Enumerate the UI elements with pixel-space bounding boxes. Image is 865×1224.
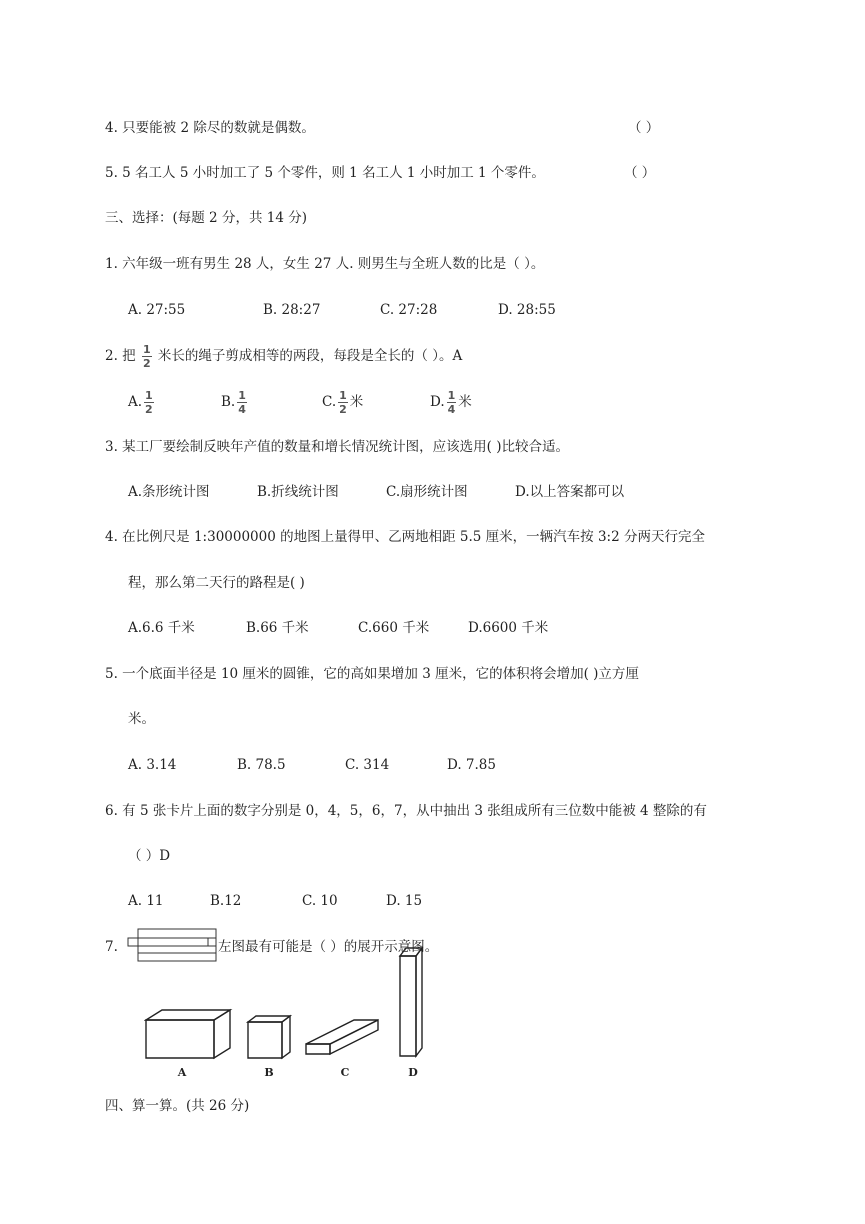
- q2-stem: [105, 344, 462, 369]
- q6-option-c[interactable]: C. 10: [302, 893, 338, 909]
- q4-option-d[interactable]: D.6600 千米: [468, 620, 549, 636]
- q2-fraction: $\frac{1}{2}$: [142, 343, 151, 370]
- q7-figure-c[interactable]: [304, 1018, 380, 1058]
- q4-option-a[interactable]: A.6.6 千米: [128, 620, 195, 636]
- q1-option-d[interactable]: D. 28:55: [498, 302, 556, 318]
- q7-figure-d[interactable]: [396, 946, 426, 1058]
- q7-figure-c-label: C: [340, 1066, 350, 1079]
- q2-option-c[interactable]: C. $\frac{1}{2}$ 米: [322, 389, 364, 416]
- q7-figure-d-label: D: [408, 1066, 418, 1079]
- judge-item-4: 4. 只要能被 2 除尽的数就是偶数。: [105, 120, 315, 136]
- q5-option-c[interactable]: C. 314: [345, 757, 390, 773]
- q7-figure-b-label: B: [264, 1066, 274, 1079]
- q6-stem-line2: （ ）D: [128, 848, 171, 864]
- q4-option-c[interactable]: C.660 千米: [358, 620, 430, 636]
- q7-figure-a-label: A: [177, 1066, 187, 1079]
- q6-option-b[interactable]: B.12: [210, 893, 242, 909]
- q5-option-d[interactable]: D. 7.85: [447, 757, 496, 773]
- q2-suffix: 米长的绳子剪成相等的两段，每段是全长的（ ）。A: [157, 348, 463, 364]
- q2-option-d[interactable]: D. $\frac{1}{4}$ 米: [430, 389, 472, 416]
- q5-option-a[interactable]: A. 3.14: [128, 757, 177, 773]
- q3-stem: 3. 某工厂要绘制反映年产值的数量和增长情况统计图，应该选用( )比较合适。: [105, 439, 569, 455]
- judge-item-5: 5. 5 名工人 5 小时加工了 5 个零件，则 1 名工人 1 小时加工 1 个零件。: [105, 165, 545, 181]
- q5-stem-line1: 5. 一个底面半径是 10 厘米的圆锥，它的高如果增加 3 厘米，它的体积将会增加( )立方厘: [105, 666, 639, 682]
- q1-option-a[interactable]: A. 27:55: [128, 302, 186, 318]
- section-3-title: 三、选择：(每题 2 分，共 14 分): [105, 210, 307, 226]
- judge-answer-5[interactable]: （ ）: [624, 165, 656, 181]
- q1-option-b[interactable]: B. 28:27: [263, 302, 321, 318]
- q3-option-c[interactable]: C.扇形统计图: [386, 484, 468, 500]
- q6-stem-line1: 6. 有 5 张卡片上面的数字分别是 0，4，5，6，7，从中抽出 3 张组成所有三位数中能被 4 整除的有: [105, 803, 707, 819]
- q5-stem-line2: 米。: [128, 711, 155, 727]
- q4-stem-line1: 4. 在比例尺是 1:30000000 的地图上量得甲、乙两地相距 5.5 厘米，一辆汽车按 3:2 分两天行完全: [105, 529, 705, 545]
- q2-prefix: 2. 把: [105, 348, 136, 364]
- q3-option-d[interactable]: D.以上答案都可以: [515, 484, 625, 500]
- q6-option-a[interactable]: A. 11: [128, 893, 164, 909]
- q2-option-b[interactable]: B. $\frac{1}{4}$: [221, 389, 246, 416]
- q7-number: 7.: [105, 939, 118, 955]
- section-4-title: 四、算一算。(共 26 分): [105, 1098, 250, 1114]
- q3-option-b[interactable]: B.折线统计图: [257, 484, 339, 500]
- q1-option-c[interactable]: C. 27:28: [380, 302, 438, 318]
- judge-answer-4[interactable]: （ ）: [628, 120, 660, 136]
- q7-net-diagram: [126, 927, 218, 963]
- q1-stem: 1. 六年级一班有男生 28 人，女生 27 人. 则男生与全班人数的比是（ ）。: [105, 256, 545, 272]
- q4-option-b[interactable]: B.66 千米: [246, 620, 309, 636]
- q7-stem: 左图最有可能是（ ）的展开示意图。: [218, 939, 439, 955]
- q7-figure-b[interactable]: [246, 1014, 294, 1060]
- q6-option-d[interactable]: D. 15: [386, 893, 423, 909]
- q3-option-a[interactable]: A.条形统计图: [128, 484, 210, 500]
- q2-option-a[interactable]: A. $\frac{1}{2}$: [128, 389, 153, 416]
- q4-stem-line2: 程，那么第二天行的路程是( ): [128, 575, 305, 591]
- q7-figure-a[interactable]: [144, 1008, 234, 1060]
- q5-option-b[interactable]: B. 78.5: [237, 757, 286, 773]
